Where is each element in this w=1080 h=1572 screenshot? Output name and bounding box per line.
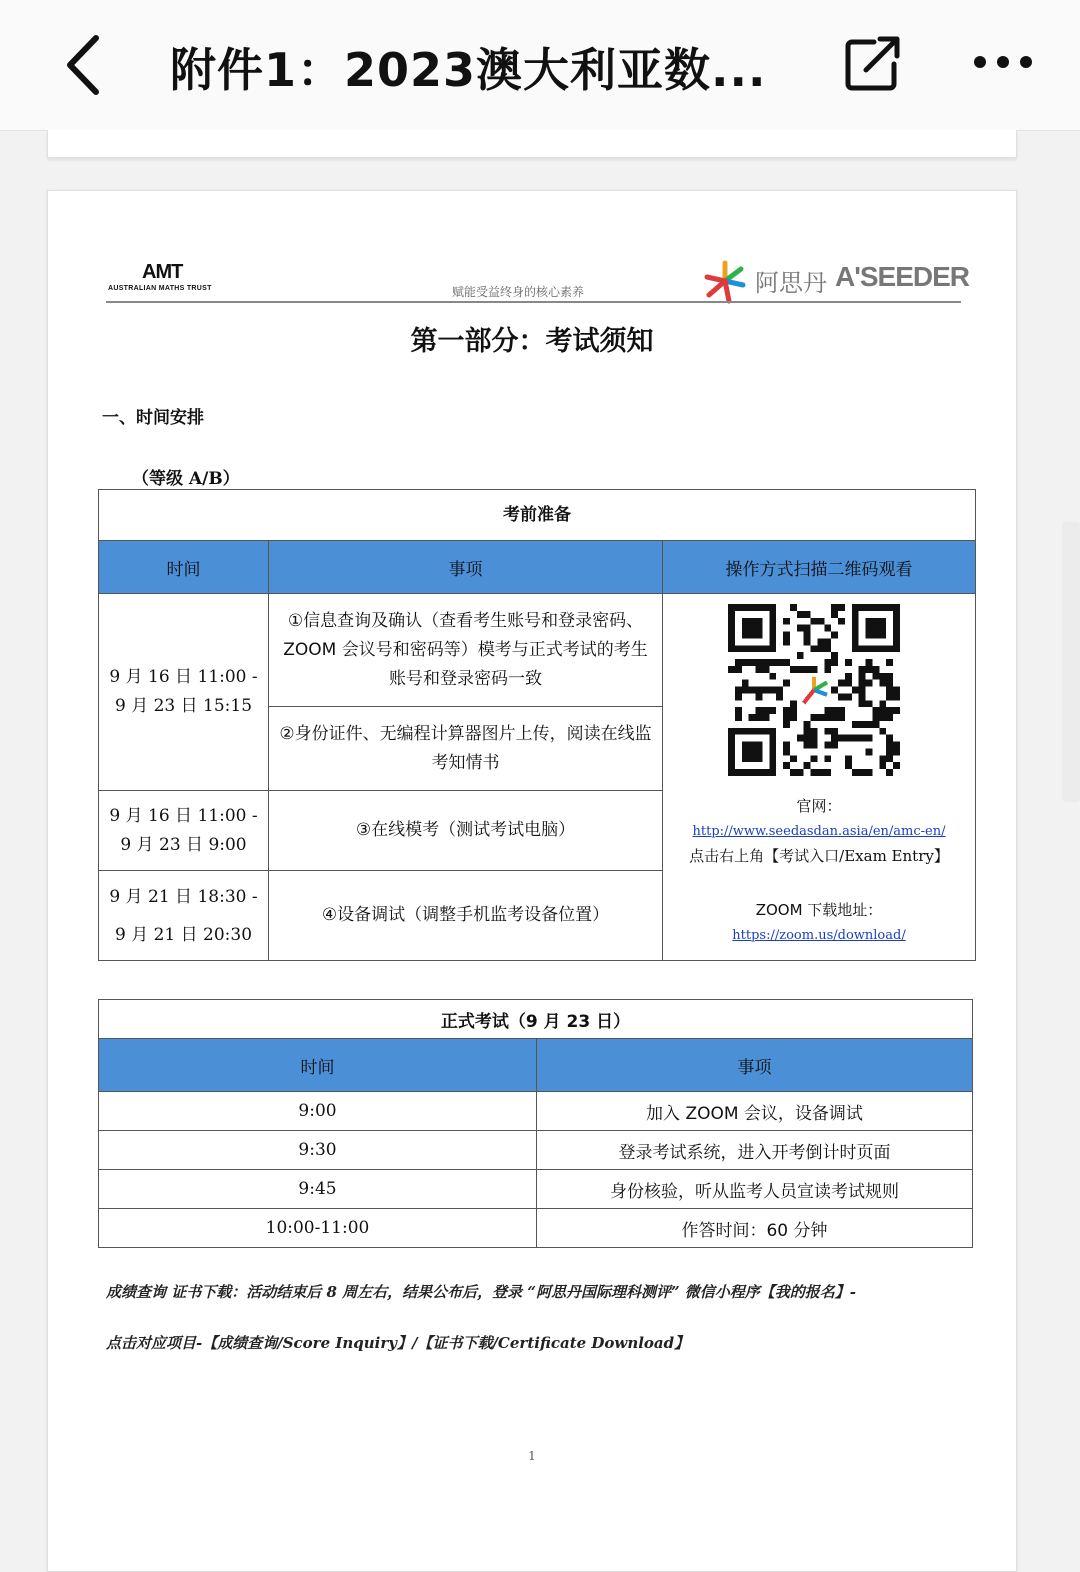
- qr-code-icon[interactable]: [728, 604, 900, 776]
- prep-item-4: ④设备调试（调整手机监考设备位置）: [269, 871, 663, 961]
- exam-header-time: 时间: [99, 1039, 537, 1092]
- exam-table: [98, 999, 973, 1248]
- website-link[interactable]: http://www.seedasdan.asia/en/amc-en/: [692, 824, 946, 839]
- table-row: [99, 1209, 973, 1248]
- prep-header-time: 时间: [99, 541, 269, 594]
- section-heading: 一、时间安排: [102, 408, 204, 428]
- document-page: [47, 190, 1017, 1572]
- prep-item-2: ②身份证件、无编程计算器图片上传，阅读在线监考知情书: [269, 707, 663, 791]
- score-note-line-1: 成绩查询 证书下载：活动结束后 8 周左右，结果公布后，登录 “阿思丹国际理科测评” 微信小程序【我的报名】-: [106, 1283, 857, 1301]
- amt-logo-mark: AMT: [142, 261, 183, 283]
- exam-row-time: 9:45: [99, 1170, 537, 1209]
- app-bar: [0, 0, 1080, 131]
- exam-table-caption: 正式考试（9 月 23 日）: [99, 1000, 973, 1039]
- prep-time-1: 9 月 16 日 11:00 - 9 月 23 日 15:15: [99, 594, 269, 791]
- prep-item-3: ③在线模考（测试考试电脑）: [269, 791, 663, 871]
- website-label: 官网：: [796, 797, 842, 815]
- exam-row-item: 加入 ZOOM 会议，设备调试: [537, 1092, 973, 1131]
- level-label: （等级 A/B）: [132, 469, 240, 489]
- table-row: [99, 1092, 973, 1131]
- exam-row-item: 作答时间：60 分钟: [537, 1209, 973, 1248]
- header-slogan: 赋能受益终身的核心素养: [452, 285, 585, 299]
- aseeder-spark-icon: [703, 259, 749, 305]
- exam-row-item: 登录考试系统，进入开考倒计时页面: [537, 1131, 973, 1170]
- part-title: 第一部分：考试须知: [410, 326, 654, 357]
- prep-item-1: ①信息查询及确认（查看考生账号和登录密码、ZOOM 会议号和密码等）模考与正式考试的考生账号和登录密码一致: [269, 594, 663, 707]
- exam-header-item: 事项: [537, 1039, 973, 1092]
- table-row: [99, 1170, 973, 1209]
- page-number: 1: [528, 1449, 536, 1463]
- scrollbar-thumb[interactable]: [1062, 522, 1080, 802]
- aseeder-logo: [703, 259, 970, 303]
- prep-time-2: 9 月 16 日 11:00 - 9 月 23 日 9:00: [99, 791, 269, 871]
- prep-table: [98, 489, 976, 961]
- document-title: 附件1：2023澳大利亚数...: [170, 43, 767, 97]
- chevron-left-icon[interactable]: [58, 30, 118, 100]
- prep-header-method: 操作方式扫描二维码观看: [663, 541, 976, 594]
- table-row: [99, 1131, 973, 1170]
- zoom-download-link[interactable]: https://zoom.us/download/: [732, 928, 906, 943]
- score-note-line-2: 点击对应项目-【成绩查询/Score Inquiry】/【证书下载/Certificate Download】: [106, 1334, 690, 1352]
- exam-entry-hint: 点击右上角【考试入口/Exam Entry】: [689, 847, 949, 865]
- zoom-label: ZOOM 下载地址：: [755, 901, 883, 919]
- exam-row-item: 身份核验，听从监考人员宣读考试规则: [537, 1170, 973, 1209]
- exam-row-time: 9:00: [99, 1092, 537, 1131]
- amt-logo: [106, 261, 236, 297]
- previous-page-edge: [47, 130, 1017, 158]
- header-divider: [106, 301, 961, 303]
- qr-info-cell: [663, 594, 976, 961]
- aseeder-logo-en: A'SEEDER: [835, 261, 970, 292]
- prep-table-caption: 考前准备: [99, 490, 976, 541]
- share-external-icon[interactable]: [840, 32, 904, 96]
- prep-header-item: 事项: [269, 541, 663, 594]
- exam-row-time: 9:30: [99, 1131, 537, 1170]
- prep-time-3: 9 月 21 日 18:30 - 9 月 21 日 20:30: [99, 871, 269, 961]
- more-horizontal-icon[interactable]: [968, 40, 1038, 84]
- amt-logo-subtitle: AUSTRALIAN MATHS TRUST: [108, 285, 212, 292]
- exam-row-time: 10:00-11:00: [99, 1209, 537, 1248]
- aseeder-logo-cn: 阿思丹: [755, 269, 827, 297]
